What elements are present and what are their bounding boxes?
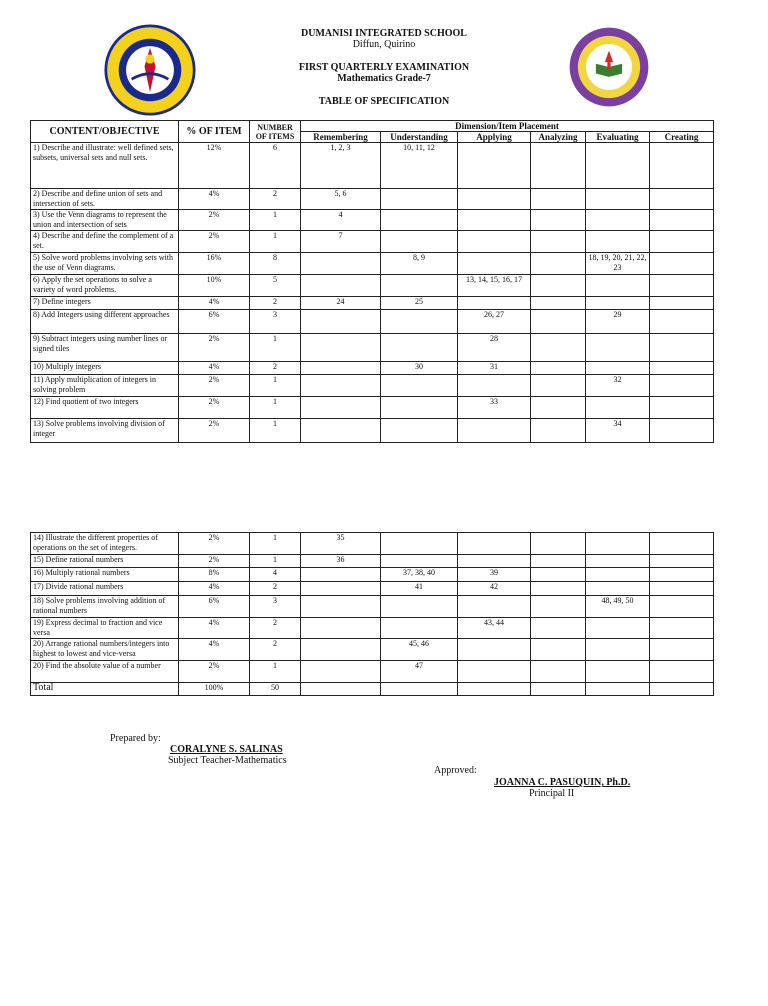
cell-creating: [650, 362, 714, 375]
column-header-percent: % OF ITEM: [179, 121, 250, 143]
cell-number: 1: [250, 231, 301, 253]
total-label: Total: [31, 683, 179, 696]
cell-objective: 11) Apply multiplication of integers in solving problem: [31, 375, 179, 397]
cell-analyzing: [531, 397, 586, 419]
school-location: Diffun, Quirino: [352, 39, 416, 50]
cell-percent: 2%: [179, 210, 250, 231]
cell-number: 1: [250, 397, 301, 419]
cell-analyzing: [531, 596, 586, 618]
cell-creating: [650, 639, 714, 661]
table-row: [31, 143, 714, 189]
cell-number: 1: [250, 375, 301, 397]
cell-number: 1: [250, 334, 301, 362]
cell-analyzing: [531, 231, 586, 253]
cell-evaluating: 34: [586, 419, 650, 443]
cell-percent: 8%: [179, 568, 250, 582]
cell-remembering: [301, 253, 381, 275]
table-row: [31, 189, 714, 210]
cell-objective: 10) Multiply integers: [31, 362, 179, 375]
cell-applying: [458, 639, 531, 661]
cell-number: 1: [250, 210, 301, 231]
cell-remembering: [301, 375, 381, 397]
cell-applying: 31: [458, 362, 531, 375]
cell-number: 1: [250, 533, 301, 555]
cell-understanding: [381, 596, 458, 618]
cell-objective: 8) Add Integers using different approaches: [31, 310, 179, 334]
document-title: TABLE OF SPECIFICATION: [318, 96, 450, 107]
cell-applying: [458, 661, 531, 683]
cell-objective: 5) Solve word problems involving sets with the use of Venn diagrams.: [31, 253, 179, 275]
cell-remembering: 24: [301, 297, 381, 310]
column-header-dimension: Dimension/Item Placement: [301, 121, 714, 132]
cell-number: 1: [250, 419, 301, 443]
cell-understanding: [381, 419, 458, 443]
cell-percent: 2%: [179, 397, 250, 419]
cell-understanding: 41: [381, 582, 458, 596]
table-row: [31, 297, 714, 310]
cell-number: 2: [250, 189, 301, 210]
cell-objective: 12) Find quotient of two integers: [31, 397, 179, 419]
cell-analyzing: [531, 375, 586, 397]
cell-creating: [650, 210, 714, 231]
column-header-content: CONTENT/OBJECTIVE: [31, 121, 179, 143]
cell-applying: [458, 231, 531, 253]
cell-number: 4: [250, 568, 301, 582]
total-row: [31, 683, 714, 696]
table-row: [31, 334, 714, 362]
cell-number: 2: [250, 362, 301, 375]
cell-evaluating: [586, 297, 650, 310]
cell-evaluating: [586, 582, 650, 596]
cell-remembering: 7: [301, 231, 381, 253]
cell-evaluating: [586, 568, 650, 582]
specification-table-continued: [30, 532, 714, 696]
cell-number: 2: [250, 639, 301, 661]
cell-remembering: 4: [301, 210, 381, 231]
cell-objective: 1) Describe and illustrate: well defined sets, subsets, universal sets and null sets.: [31, 143, 179, 189]
cell-understanding: 37, 38, 40: [381, 568, 458, 582]
total-number: 50: [250, 683, 301, 696]
cell-creating: [650, 375, 714, 397]
cell-creating: [650, 555, 714, 568]
cell-creating: [650, 618, 714, 639]
cell-applying: 13, 14, 15, 16, 17: [458, 275, 531, 297]
cell-evaluating: [586, 210, 650, 231]
cell-evaluating: 32: [586, 375, 650, 397]
cell-creating: [650, 582, 714, 596]
specification-table: [30, 120, 714, 443]
cell-analyzing: [531, 639, 586, 661]
cell-objective: 20) Find the absolute value of a number: [31, 661, 179, 683]
cell-understanding: [381, 334, 458, 362]
cell-percent: 4%: [179, 639, 250, 661]
cell-creating: [650, 397, 714, 419]
table-row: [31, 582, 714, 596]
cell-analyzing: [531, 419, 586, 443]
cell-understanding: [381, 397, 458, 419]
school-name: DUMANISI INTEGRATED SCHOOL: [301, 28, 467, 39]
cell-percent: 2%: [179, 334, 250, 362]
cell-objective: 6) Apply the set operations to solve a variety of word problems.: [31, 275, 179, 297]
cell-objective: 2) Describe and define union of sets and intersection of sets.: [31, 189, 179, 210]
table-row: [31, 275, 714, 297]
cell-remembering: [301, 419, 381, 443]
cell-analyzing: [531, 334, 586, 362]
table-row: [31, 210, 714, 231]
table-row: [31, 568, 714, 582]
approved-label: Approved:: [434, 765, 477, 776]
table-row: [31, 596, 714, 618]
table-row: [31, 618, 714, 639]
cell-objective: 19) Express decimal to fraction and vice versa: [31, 618, 179, 639]
cell-understanding: 10, 11, 12: [381, 143, 458, 189]
cell-objective: 20) Arrange rational numbers/integers into highest to lowest and vice-versa: [31, 639, 179, 661]
cell-evaluating: [586, 334, 650, 362]
cell-percent: 2%: [179, 661, 250, 683]
table-row: [31, 310, 714, 334]
cell-applying: 43, 44: [458, 618, 531, 639]
cell-percent: 6%: [179, 310, 250, 334]
cell-number: 2: [250, 582, 301, 596]
cell-remembering: [301, 639, 381, 661]
cell-analyzing: [531, 555, 586, 568]
cell-evaluating: [586, 231, 650, 253]
cell-remembering: [301, 582, 381, 596]
column-header-understanding: Understanding: [381, 132, 458, 143]
cell-evaluating: [586, 362, 650, 375]
cell-applying: [458, 596, 531, 618]
cell-applying: [458, 533, 531, 555]
cell-objective: 17) Divide rational numbers: [31, 582, 179, 596]
table-row: [31, 397, 714, 419]
cell-analyzing: [531, 618, 586, 639]
approved-by-position: Principal II: [529, 788, 575, 799]
cell-percent: 2%: [179, 375, 250, 397]
cell-percent: 4%: [179, 362, 250, 375]
cell-evaluating: [586, 618, 650, 639]
cell-analyzing: [531, 661, 586, 683]
table-row: [31, 362, 714, 375]
table-row: [31, 375, 714, 397]
cell-number: 3: [250, 310, 301, 334]
cell-evaluating: [586, 639, 650, 661]
cell-understanding: 45, 46: [381, 639, 458, 661]
cell-applying: [458, 555, 531, 568]
cell-objective: 3) Use the Venn diagrams to represent the union and intersection of sets: [31, 210, 179, 231]
cell-remembering: [301, 618, 381, 639]
cell-applying: 42: [458, 582, 531, 596]
cell-percent: 4%: [179, 618, 250, 639]
cell-analyzing: [531, 275, 586, 297]
column-header-number: NUMBER OF ITEMS: [250, 121, 301, 143]
column-header-applying: Applying: [458, 132, 531, 143]
cell-analyzing: [531, 568, 586, 582]
cell-creating: [650, 143, 714, 189]
column-header-analyzing: Analyzing: [531, 132, 586, 143]
cell-analyzing: [531, 533, 586, 555]
cell-number: 1: [250, 555, 301, 568]
cell-remembering: [301, 568, 381, 582]
cell-applying: 33: [458, 397, 531, 419]
cell-analyzing: [531, 189, 586, 210]
cell-evaluating: 29: [586, 310, 650, 334]
cell-remembering: 36: [301, 555, 381, 568]
cell-understanding: [381, 231, 458, 253]
cell-understanding: [381, 533, 458, 555]
cell-number: 2: [250, 618, 301, 639]
cell-number: 5: [250, 275, 301, 297]
approved-by-name: JOANNA C. PASUQUIN, Ph.D.: [494, 777, 631, 788]
exam-subject: Mathematics Grade-7: [337, 73, 431, 84]
cell-remembering: [301, 362, 381, 375]
cell-analyzing: [531, 297, 586, 310]
cell-creating: [650, 533, 714, 555]
cell-number: 3: [250, 596, 301, 618]
prepared-by-label: Prepared by:: [110, 733, 161, 744]
prepared-by-position: Subject Teacher-Mathematics: [168, 755, 287, 766]
cell-objective: 9) Subtract integers using number lines or signed tiles: [31, 334, 179, 362]
cell-remembering: 5, 6: [301, 189, 381, 210]
cell-objective: 16) Multiply rational numbers: [31, 568, 179, 582]
total-percent: 100%: [179, 683, 250, 696]
cell-evaluating: [586, 555, 650, 568]
cell-creating: [650, 253, 714, 275]
table-row: [31, 661, 714, 683]
cell-analyzing: [531, 143, 586, 189]
cell-creating: [650, 661, 714, 683]
cell-applying: [458, 419, 531, 443]
document-header: [0, 28, 768, 107]
cell-objective: 13) Solve problems involving division of integer: [31, 419, 179, 443]
table-row: [31, 419, 714, 443]
cell-remembering: 35: [301, 533, 381, 555]
cell-evaluating: [586, 397, 650, 419]
cell-remembering: [301, 596, 381, 618]
column-header-remembering: Remembering: [301, 132, 381, 143]
cell-understanding: [381, 210, 458, 231]
cell-percent: 4%: [179, 582, 250, 596]
cell-creating: [650, 275, 714, 297]
cell-number: 1: [250, 661, 301, 683]
prepared-by-name: CORALYNE S. SALINAS: [170, 744, 283, 755]
cell-analyzing: [531, 310, 586, 334]
cell-creating: [650, 568, 714, 582]
table-row: [31, 253, 714, 275]
cell-percent: 16%: [179, 253, 250, 275]
table-row: [31, 231, 714, 253]
cell-number: 8: [250, 253, 301, 275]
table-row: [31, 533, 714, 555]
cell-analyzing: [531, 210, 586, 231]
cell-objective: 14) Illustrate the different properties of operations on the set of integers.: [31, 533, 179, 555]
cell-remembering: [301, 661, 381, 683]
cell-number: 2: [250, 297, 301, 310]
cell-evaluating: 18, 19, 20, 21, 22, 23: [586, 253, 650, 275]
cell-analyzing: [531, 253, 586, 275]
cell-objective: 18) Solve problems involving addition of rational numbers: [31, 596, 179, 618]
cell-understanding: 25: [381, 297, 458, 310]
cell-percent: 2%: [179, 231, 250, 253]
cell-creating: [650, 297, 714, 310]
cell-applying: [458, 210, 531, 231]
cell-percent: 4%: [179, 189, 250, 210]
cell-number: 6: [250, 143, 301, 189]
table-row: [31, 555, 714, 568]
cell-evaluating: [586, 533, 650, 555]
cell-percent: 2%: [179, 419, 250, 443]
cell-remembering: [301, 397, 381, 419]
cell-understanding: 30: [381, 362, 458, 375]
cell-applying: [458, 143, 531, 189]
cell-percent: 6%: [179, 596, 250, 618]
cell-applying: 28: [458, 334, 531, 362]
cell-understanding: [381, 618, 458, 639]
cell-evaluating: [586, 189, 650, 210]
cell-understanding: [381, 375, 458, 397]
cell-evaluating: 48, 49, 50: [586, 596, 650, 618]
cell-percent: 2%: [179, 533, 250, 555]
cell-percent: 10%: [179, 275, 250, 297]
cell-remembering: [301, 334, 381, 362]
cell-understanding: 8, 9: [381, 253, 458, 275]
exam-title: FIRST QUARTERLY EXAMINATION: [298, 62, 470, 73]
cell-objective: 15) Define rational numbers: [31, 555, 179, 568]
cell-creating: [650, 189, 714, 210]
cell-applying: 39: [458, 568, 531, 582]
cell-evaluating: [586, 143, 650, 189]
cell-percent: 12%: [179, 143, 250, 189]
cell-objective: 7) Define integers: [31, 297, 179, 310]
cell-creating: [650, 310, 714, 334]
cell-evaluating: [586, 275, 650, 297]
cell-understanding: [381, 189, 458, 210]
cell-creating: [650, 231, 714, 253]
cell-percent: 4%: [179, 297, 250, 310]
cell-remembering: [301, 310, 381, 334]
cell-applying: [458, 375, 531, 397]
cell-understanding: [381, 310, 458, 334]
cell-applying: [458, 297, 531, 310]
cell-understanding: 47: [381, 661, 458, 683]
cell-remembering: 1, 2, 3: [301, 143, 381, 189]
cell-applying: 26, 27: [458, 310, 531, 334]
cell-understanding: [381, 275, 458, 297]
cell-percent: 2%: [179, 555, 250, 568]
cell-analyzing: [531, 582, 586, 596]
column-header-creating: Creating: [650, 132, 714, 143]
table-row: [31, 639, 714, 661]
column-header-evaluating: Evaluating: [586, 132, 650, 143]
cell-creating: [650, 596, 714, 618]
cell-applying: [458, 189, 531, 210]
cell-creating: [650, 419, 714, 443]
cell-remembering: [301, 275, 381, 297]
cell-evaluating: [586, 661, 650, 683]
cell-analyzing: [531, 362, 586, 375]
cell-creating: [650, 334, 714, 362]
cell-understanding: [381, 555, 458, 568]
cell-objective: 4) Describe and define the complement of a set.: [31, 231, 179, 253]
cell-applying: [458, 253, 531, 275]
